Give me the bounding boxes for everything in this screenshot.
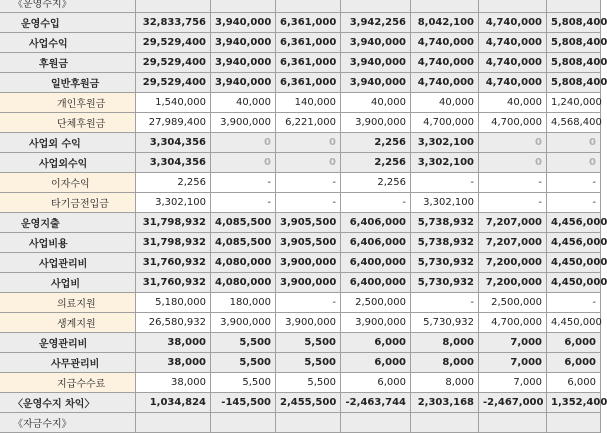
value-cell: 4,740,000 xyxy=(411,73,479,93)
table-row xyxy=(0,353,601,373)
table-row xyxy=(0,213,601,233)
row-label: 사업수익 xyxy=(0,33,136,53)
value-cell: 29,529,400 xyxy=(136,33,211,53)
value-cell: 2,500,000 xyxy=(479,293,547,313)
table-row xyxy=(0,73,601,93)
table-row xyxy=(0,373,601,393)
value-cell: 5,180,000 xyxy=(136,293,211,313)
value-cell: 3,905,500 xyxy=(276,233,341,253)
value-cell: 4,080,000 xyxy=(211,273,276,293)
value-cell: 7,000 xyxy=(479,333,547,353)
value-cell: 3,940,000 xyxy=(211,73,276,93)
value-cell: 0 xyxy=(276,153,341,173)
value-cell: 6,361,000 xyxy=(276,53,341,73)
value-cell: 26,580,932 xyxy=(136,313,211,333)
value-cell: 5,500 xyxy=(276,373,341,393)
value-cell: 4,085,500 xyxy=(211,233,276,253)
value-cell: 32,833,756 xyxy=(136,13,211,33)
value-cell: 1,034,824 xyxy=(136,393,211,413)
value-cell: 3,302,100 xyxy=(411,133,479,153)
table-row xyxy=(0,153,601,173)
value-cell: 40,000 xyxy=(341,93,411,113)
value-cell: 3,900,000 xyxy=(276,253,341,273)
value-cell: 2,303,168 xyxy=(411,393,479,413)
row-label: 개인후원금 xyxy=(0,93,136,113)
value-cell: 7,200,000 xyxy=(479,253,547,273)
value-cell: 6,400,000 xyxy=(341,273,411,293)
value-cell: 3,304,356 xyxy=(136,133,211,153)
value-cell: 3,940,000 xyxy=(341,73,411,93)
value-cell: 0 xyxy=(211,153,276,173)
value-cell: 8,000 xyxy=(411,353,479,373)
table-row xyxy=(0,233,601,253)
value-cell: 7,000 xyxy=(479,353,547,373)
value-cell: 0 xyxy=(479,153,547,173)
row-label: 후원금 xyxy=(0,53,136,73)
value-cell: 38,000 xyxy=(136,373,211,393)
value-cell: 2,256 xyxy=(341,133,411,153)
value-cell: 6,406,000 xyxy=(341,233,411,253)
value-cell: 0 xyxy=(276,133,341,153)
value-cell: 3,900,000 xyxy=(211,313,276,333)
row-label: 타기금전입금 xyxy=(0,193,136,213)
value-cell: 140,000 xyxy=(276,93,341,113)
value-cell: 4,740,000 xyxy=(479,73,547,93)
value-cell: 7,000 xyxy=(479,373,547,393)
value-cell: 1,240,000 xyxy=(547,93,601,113)
value-cell: 40,000 xyxy=(411,93,479,113)
value-cell: 0 xyxy=(211,133,276,153)
value-cell: 6,361,000 xyxy=(276,73,341,93)
row-label: 사업외수익 xyxy=(0,153,136,173)
value-cell: 6,000 xyxy=(341,373,411,393)
table-row xyxy=(0,113,601,133)
value-cell: 3,940,000 xyxy=(211,33,276,53)
value-cell: - xyxy=(341,193,411,213)
value-cell: 31,760,932 xyxy=(136,253,211,273)
row-label: 사업외 수익 xyxy=(0,133,136,153)
value-cell: 8,000 xyxy=(411,333,479,353)
row-label: 사업비 xyxy=(0,273,136,293)
value-cell: 5,808,400 xyxy=(547,33,601,53)
value-cell: 7,207,000 xyxy=(479,233,547,253)
value-cell: 4,700,000 xyxy=(479,313,547,333)
value-cell: 29,529,400 xyxy=(136,53,211,73)
value-cell: 6,400,000 xyxy=(341,253,411,273)
value-cell: - xyxy=(211,193,276,213)
value-cell: - xyxy=(547,293,601,313)
value-cell: 2,256 xyxy=(136,173,211,193)
value-cell: 5,730,932 xyxy=(411,313,479,333)
value-cell: 7,200,000 xyxy=(479,273,547,293)
value-cell: 6,361,000 xyxy=(276,13,341,33)
value-cell: - xyxy=(211,173,276,193)
value-cell: 3,900,000 xyxy=(341,313,411,333)
value-cell: -145,500 xyxy=(211,393,276,413)
value-cell: 5,738,932 xyxy=(411,213,479,233)
row-label: 운영수입 xyxy=(0,13,136,33)
section-header-fund xyxy=(0,413,601,433)
value-cell: 3,940,000 xyxy=(211,53,276,73)
value-cell: 5,808,400 xyxy=(547,53,601,73)
value-cell: - xyxy=(547,193,601,213)
value-cell: 6,000 xyxy=(547,333,601,353)
table-row xyxy=(0,33,601,53)
row-label: 의료지원 xyxy=(0,293,136,313)
value-cell: 40,000 xyxy=(211,93,276,113)
value-cell: 2,455,500 xyxy=(276,393,341,413)
value-cell: - xyxy=(276,173,341,193)
value-cell: 5,500 xyxy=(211,333,276,353)
value-cell: 4,456,000 xyxy=(547,213,601,233)
value-cell: 3,940,000 xyxy=(341,53,411,73)
value-cell: 4,740,000 xyxy=(479,33,547,53)
row-label: 일반후원금 xyxy=(0,73,136,93)
value-cell: 180,000 xyxy=(211,293,276,313)
section-header-operating xyxy=(0,0,601,13)
table-row xyxy=(0,53,601,73)
value-cell: 5,808,400 xyxy=(547,73,601,93)
value-cell: 5,730,932 xyxy=(411,253,479,273)
value-cell: 31,798,932 xyxy=(136,213,211,233)
value-cell: 1,352,400 xyxy=(547,393,601,413)
section-title: 《운영수지》 xyxy=(0,0,136,13)
value-cell: 31,798,932 xyxy=(136,233,211,253)
value-cell: 40,000 xyxy=(479,93,547,113)
value-cell: 8,042,100 xyxy=(411,13,479,33)
value-cell: 3,304,356 xyxy=(136,153,211,173)
row-label: 지급수수료 xyxy=(0,373,136,393)
value-cell: 4,740,000 xyxy=(479,13,547,33)
value-cell: 6,221,000 xyxy=(276,113,341,133)
value-cell: - xyxy=(411,173,479,193)
value-cell: 3,302,100 xyxy=(411,193,479,213)
row-label: 단체후원금 xyxy=(0,113,136,133)
value-cell: 4,740,000 xyxy=(411,53,479,73)
value-cell: 38,000 xyxy=(136,333,211,353)
row-label: 생계지원 xyxy=(0,313,136,333)
value-cell: 4,450,000 xyxy=(547,253,601,273)
value-cell: 4,456,000 xyxy=(547,233,601,253)
value-cell: - xyxy=(479,193,547,213)
value-cell: 4,740,000 xyxy=(479,53,547,73)
value-cell: 27,989,400 xyxy=(136,113,211,133)
value-cell: 4,080,000 xyxy=(211,253,276,273)
value-cell: 3,940,000 xyxy=(341,33,411,53)
table-row xyxy=(0,13,601,33)
value-cell: -2,463,744 xyxy=(341,393,411,413)
value-cell: 4,700,000 xyxy=(479,113,547,133)
value-cell: 5,500 xyxy=(276,333,341,353)
value-cell: 3,302,100 xyxy=(411,153,479,173)
value-cell: 4,085,500 xyxy=(211,213,276,233)
value-cell: 3,900,000 xyxy=(276,313,341,333)
row-label: 〈운영수지 차익〉 xyxy=(0,393,136,413)
table-row xyxy=(0,313,601,333)
value-cell: 6,000 xyxy=(547,373,601,393)
value-cell: 5,500 xyxy=(211,353,276,373)
value-cell: 6,361,000 xyxy=(276,33,341,53)
table-row xyxy=(0,273,601,293)
value-cell: 4,568,400 xyxy=(547,113,601,133)
section-title: 《자금수지》 xyxy=(0,413,136,433)
table-row xyxy=(0,253,601,273)
value-cell: 2,256 xyxy=(341,153,411,173)
value-cell: 6,000 xyxy=(547,353,601,373)
value-cell: 2,500,000 xyxy=(341,293,411,313)
table-row xyxy=(0,333,601,353)
row-label: 이자수익 xyxy=(0,173,136,193)
row-label: 운영지출 xyxy=(0,213,136,233)
value-cell: 3,900,000 xyxy=(211,113,276,133)
table-row xyxy=(0,133,601,153)
value-cell: 3,900,000 xyxy=(341,113,411,133)
table-row xyxy=(0,293,601,313)
value-cell: 0 xyxy=(479,133,547,153)
value-cell: 3,900,000 xyxy=(276,273,341,293)
value-cell: 3,302,100 xyxy=(136,193,211,213)
value-cell: 3,940,000 xyxy=(211,13,276,33)
table-row xyxy=(0,93,601,113)
value-cell: 4,450,000 xyxy=(547,313,601,333)
value-cell: - xyxy=(276,293,341,313)
value-cell: 38,000 xyxy=(136,353,211,373)
value-cell: 6,406,000 xyxy=(341,213,411,233)
value-cell: 0 xyxy=(547,133,601,153)
value-cell: 5,808,400 xyxy=(547,13,601,33)
row-label: 사업관리비 xyxy=(0,253,136,273)
value-cell: 3,942,256 xyxy=(341,13,411,33)
value-cell: 4,740,000 xyxy=(411,33,479,53)
row-label: 운영관리비 xyxy=(0,333,136,353)
value-cell: - xyxy=(276,193,341,213)
value-cell: - xyxy=(547,173,601,193)
value-cell: - xyxy=(479,173,547,193)
value-cell: 4,700,000 xyxy=(411,113,479,133)
value-cell: 6,000 xyxy=(341,333,411,353)
value-cell: - xyxy=(411,293,479,313)
table-row xyxy=(0,173,601,193)
table-row xyxy=(0,393,601,413)
value-cell: 7,207,000 xyxy=(479,213,547,233)
value-cell: 5,500 xyxy=(211,373,276,393)
value-cell: 5,730,932 xyxy=(411,273,479,293)
value-cell: 8,000 xyxy=(411,373,479,393)
table-row xyxy=(0,193,601,213)
value-cell: 29,529,400 xyxy=(136,73,211,93)
row-label: 사업비용 xyxy=(0,233,136,253)
value-cell: 2,256 xyxy=(341,173,411,193)
value-cell: 5,738,932 xyxy=(411,233,479,253)
value-cell: 6,000 xyxy=(341,353,411,373)
row-label: 사무관리비 xyxy=(0,353,136,373)
value-cell: 31,760,932 xyxy=(136,273,211,293)
value-cell: 1,540,000 xyxy=(136,93,211,113)
value-cell: -2,467,000 xyxy=(479,393,547,413)
value-cell: 0 xyxy=(547,153,601,173)
value-cell: 5,500 xyxy=(276,353,341,373)
value-cell: 3,905,500 xyxy=(276,213,341,233)
value-cell: 4,450,000 xyxy=(547,273,601,293)
